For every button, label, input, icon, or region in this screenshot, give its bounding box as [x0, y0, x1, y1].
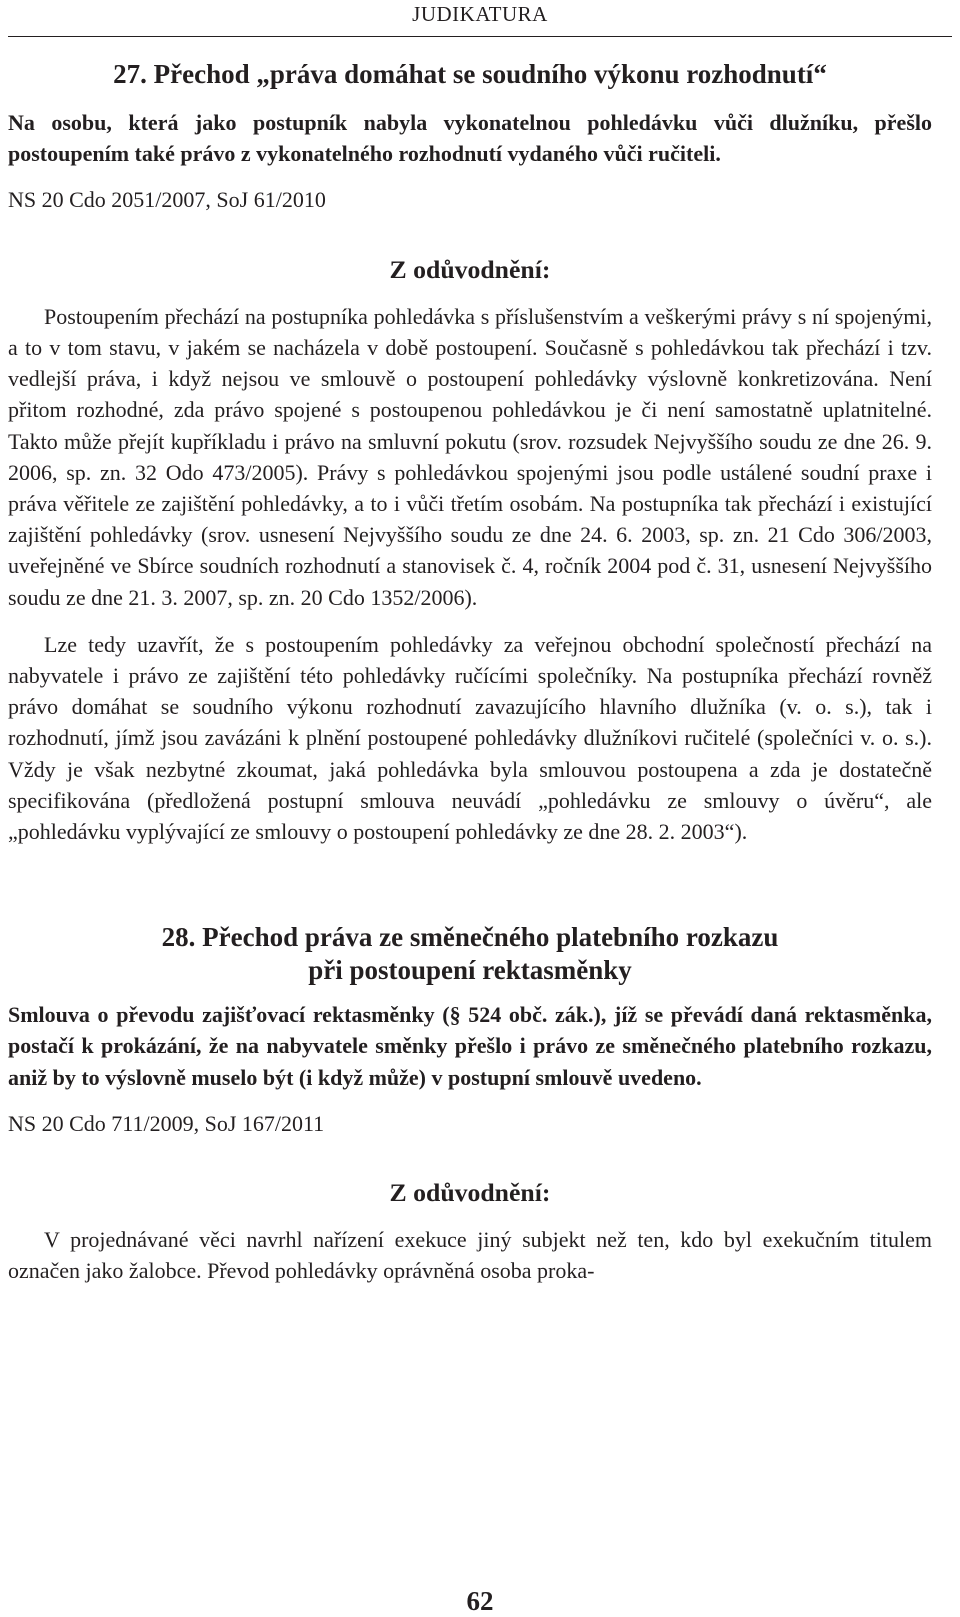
case-title-line: 28. Přechod práva ze směnečného platebního rozkazu [161, 922, 779, 953]
header-rule [8, 36, 952, 37]
case-27 [8, 58, 932, 847]
body-paragraph: V projednávané věci navrhl nařízení exekuce jiný subjekt než ten, kdo byl exekučním titulem označen jako žalobce. Převod pohledávky oprávněná osoba proka- [8, 1227, 932, 1284]
case-title [8, 921, 932, 987]
case-citation: NS 20 Cdo 2051/2007, SoJ 61/2010 [8, 187, 326, 213]
reasoning-heading: Z odůvodnění: [389, 1178, 551, 1208]
case-title-line: při postoupení rektasměnky [308, 955, 632, 986]
case-title: 27. Přechod „práva domáhat se soudního výkonu rozhodnutí“ [113, 59, 827, 89]
section-spacer [8, 847, 932, 921]
running-header: JUDIKATURA [412, 2, 548, 26]
body-paragraph: Postoupením přechází na postupníka pohledávka s příslušenstvím a veškerými právy s ní spojenými, a to v tom stavu, v jakém se nacházela v době postoupení. Současně s pohledávkou tak přechází i tzv. vedlejší práva, i když nejsou ve smlouvě o postoupení pohledávky výslovně konkretizována. Není přitom rozhodné, zda právo spojené s postoupenou pohledávkou je či není samostatně uplatnitelné. Takto může přejít kupříkladu i právo na smluvní pokutu (srov. rozsudek Nejvyššího soudu ze dne 26. 9. 2006, sp. zn. 32 Odo 473/2005). Právy s pohledávkou spojenými jsou podle ustálené soudní praxe i práva věřitele ze zajištění pohledávky, a to i vůči třetím osobám. Na postupníka tak přechází i existující zajištění pohledávky (srov. usnesení Nejvyššího soudu ze dne 24. 6. 2003, sp. zn. 21 Cdo 306/2003, uveřejněné ve Sbírce soudních rozhodnutí a stanovisek č. 4, ročník 2004 pod č. 31, usnesení Nejvyššího soudu ze dne 21. 3. 2007, sp. zn. 20 Cdo 1352/2006). [8, 303, 932, 610]
case-28 [8, 921, 932, 1286]
reasoning-heading: Z odůvodnění: [389, 254, 551, 284]
page-content [8, 58, 932, 1287]
case-summary: Smlouva o převodu zajišťovací rektasměnky (§ 524 obč. zák.), jíž se převádí daná rektasměnka, postačí k prokázání, že na nabyvatele směnky přešlo i právo ze směnečného platebního rozkazu, aniž by to výslovně muselo být (i když může) v postupní smlouvě uvedeno. [8, 1002, 932, 1090]
case-summary: Na osobu, která jako postupník nabyla vykonatelnou pohledávku vůči dlužníku, přešlo postoupením také právo z vykonatelného rozhodnutí vydaného vůči ručiteli. [8, 110, 932, 167]
page-number: 62 [466, 1586, 494, 1616]
case-citation: NS 20 Cdo 711/2009, SoJ 167/2011 [8, 1110, 325, 1136]
body-paragraph: Lze tedy uzavřít, že s postoupením pohledávky za veřejnou obchodní společností přechází na nabyvatele i právo ze zajištění této pohledávky ručícími společníky. Na postupníka přechází rovněž právo domáhat se soudního výkonu rozhodnutí zavazujícího hlavního dlužníka (v. o. s.), tak i rozhodnutí, jímž jsou zavázáni k plnění postoupené pohledávky dlužníkovi ručitelé (společníci v. o. s.). Vždy je však nezbytné zkoumat, jaká pohledávka byla smlouvou postoupena a zda je dostatečně specifikována (předložená postupní smlouva neuvádí „pohledávku ze smlouvy o úvěru“, ale „pohledávku vyplývající ze smlouvy o postoupení pohledávky ze dne 28. 2. 2003“). [8, 631, 932, 845]
